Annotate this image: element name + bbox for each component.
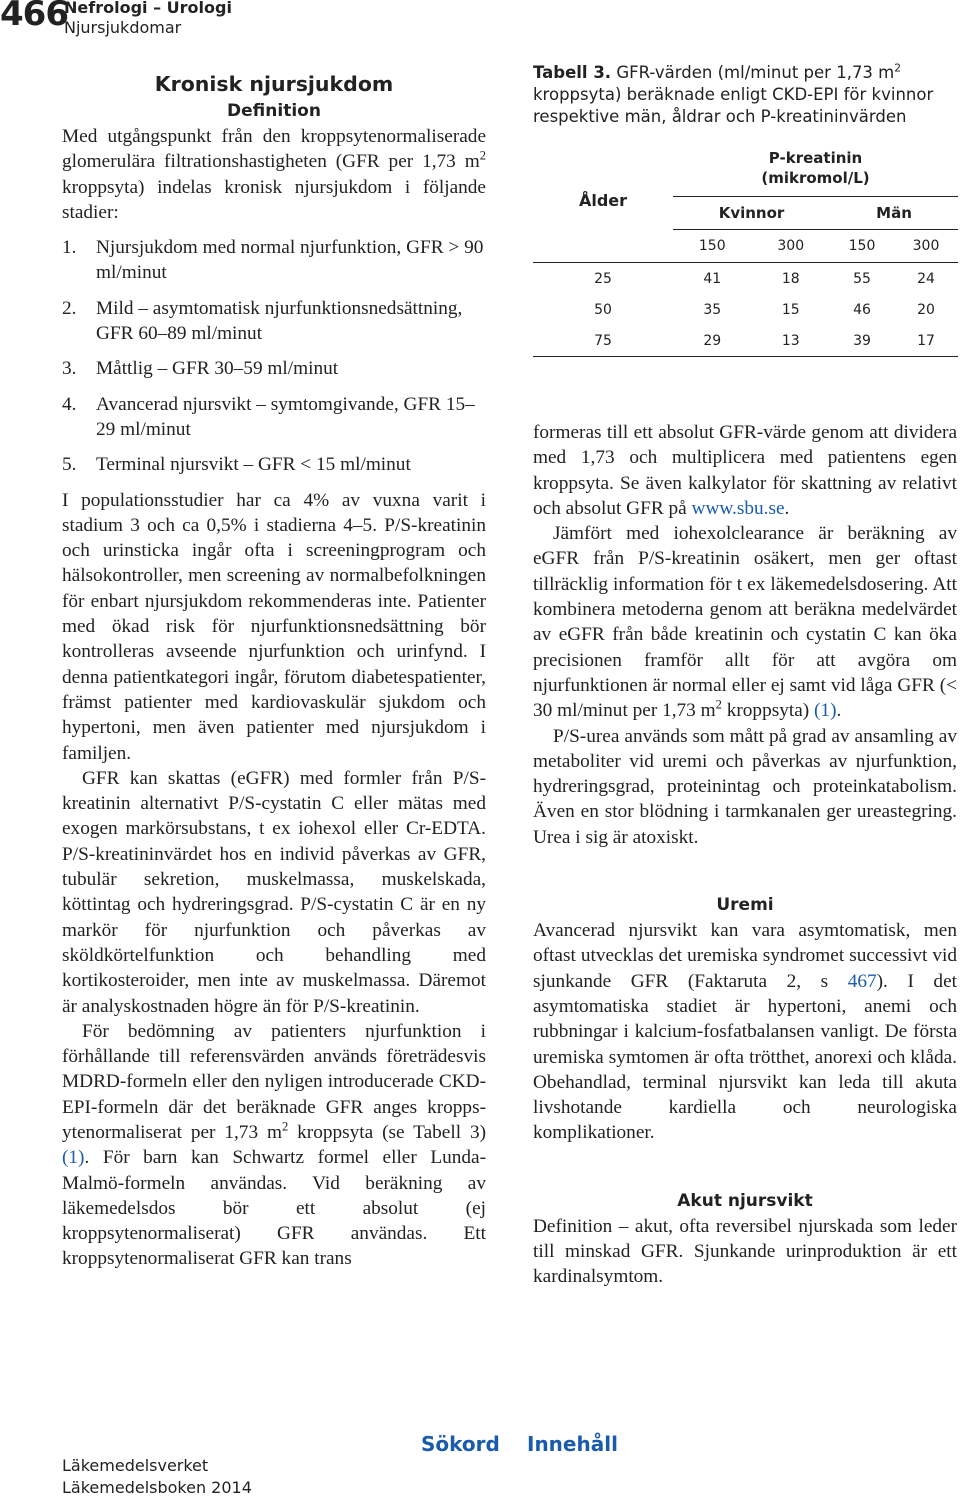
list-item: 5. Terminal njursvikt – GFR < 15 ml/minut [62,454,411,476]
table-cell: 41 [703,270,722,287]
right-column [533,420,957,1290]
table-cell: 20 [917,301,935,318]
table-cell: 18 [781,270,800,287]
table-cell: 46 [853,301,871,318]
paragraph: P/S-urea används som mått på grad av ansamling av metaboliter vid uremi och påverkas av njurfunktion, hydreringsgrad, proteinintag och proteinkatabolism. Även en stor blödning i tarmkanalen ger ureastegring. Urea i sig är atoxiskt. [533,725,957,848]
table-cell: 35 [703,301,722,318]
table-cell: 55 [853,270,871,287]
gfr-table [533,140,958,357]
table-cell: 29 [673,325,751,357]
page-number: 466 [0,0,68,34]
contents-link[interactable]: Innehåll [527,1432,618,1456]
table-cell: 75 [533,325,673,357]
paragraph: formeras till ett absolut GFR-värde genom att dividera med 1,73 och multiplicera med patientens egen kroppsyta. Se även kalkylator för skattning av relativt och absolut GFR på www.sbu.se. [533,422,957,519]
reference-link[interactable]: (1) [814,700,837,722]
page-link[interactable]: 467 [847,970,877,992]
table-cell: 17 [894,325,958,357]
paragraph: I populationsstudier har ca 4% av vuxna varit i stadium 3 och ca 0,5% i stadierna 4–5. P/S-kreatinin och urinsticka ingår ofta i screeningprogram och hälsokontroller, men screening av normalbefolkningen för enbart njursjukdom rekommenderas inte. Patienter med ökad risk för njurfunktionsnedsättning bör kontrolleras avseende njurfunktion och urinfynd. I denna patientkategori ingår, förutom diabetespatienter, främst patienter med kardiovaskulär sjukdom och hypertoni, men även patienter med njursjukdom i familjen. [62,489,486,764]
men-header: Män [830,197,958,230]
publisher: Läkemedelsverket [62,1456,209,1475]
table-cell: 15 [781,301,800,318]
paragraph: Jämfört med iohexolclearance är beräkning av eGFR från P/S-kreatinin osäkert, men ger oftast tillräcklig information för t ex läkemedelsdosering. Att kombinera metoderna genom att beräkna medelvärdet av eGFR från både kreatinin och cystatin C kan öka precisionen framför allt för att avgöra om njurfunktionen är normal eller ej samt vid låga GFR (< 30 ml/minut per 1,73 $m^2$ kroppsyta) (1). [533,523,957,722]
akut-heading: Akut njursvikt [677,1190,813,1211]
table-cell: 39 [830,325,894,357]
sbu-link[interactable]: www.sbu.se [691,497,785,519]
definition-heading: Definition [227,101,321,121]
chapter-title: Njursjukdomar [64,18,182,37]
table-3 [533,62,958,357]
uremi-heading: Uremi [716,895,774,916]
definition-paragraph: Med utgångspunkt från den kroppsytenormaliserade glomerulära filtrationshastigheten (GFR per 1,73 $m^2$ kroppsyta) indelas kronisk njursjukdom i följande stadier: [62,126,486,223]
stage-list [62,235,486,477]
section-heading: Kronisk njursjukdom [154,72,394,96]
table-row [533,325,958,357]
list-item: 2. Mild – asymtomatisk njurfunktionsnedsättning, GFR 60–89 ml/minut [62,297,463,345]
reference-link[interactable]: (1) [62,1147,85,1169]
table-cell: 150 [830,230,894,263]
table-cell: 13 [751,325,830,357]
index-link[interactable]: Sökord [421,1432,500,1456]
table-caption: Tabell 3. GFR-värden (ml/minut per 1,73 $m^2$ kroppsyta) beräknade enligt CKD-EPI för kvinnor respektive män, åldrar och P-kreatininvärden [533,61,934,126]
table-cell: 300 [894,230,958,263]
table-cell: 300 [751,230,830,263]
book-title: Läkemedelsboken 2014 [62,1478,252,1497]
table-cell: 50 [594,301,612,318]
table-row [533,263,958,295]
table-cell: 25 [594,270,612,287]
paragraph: Avancerad njursvikt kan vara asymtomatisk, men oftast utvecklas det uremiska syndromet successivt vid sjunkande GFR (Faktaruta 2, s 467). I det asymtomatiska stadiet är hypertoni, anemi och rubbningar i kalcium-fosfatbalansen vanligt. De första uremiska symtomen är ofta trötthet, anorexi och klåda. Obehandlad, terminal njursvikt kan leda till akuta livshotande kardiella och neurologiska komplikationer. [533,920,957,1144]
table-cell: 150 [673,230,751,263]
age-header: Ålder [533,140,673,263]
paragraph: GFR kan skattas (eGFR) med formler från P/S-kreatinin alternativt P/S-cystatin C eller mätas med exogen markörsubstans, t ex iohexol eller Cr-EDTA. P/S-kreatininvärdet hos en individ påverkas av GFR, tubulär sekretion, muskelmassa, muskelskada, köttintag och hydreringsgrad. P/S-cystatin C är en ny markör för njurfunktion och påverkas av sköldkörtelfunktion och behandling med kortikosteroider, men inte av muskelmassa. Däremot är analyskostnaden högre än för P/S-kreatinin. [62,767,486,1017]
paragraph: Definition – akut, ofta reversibel njurskada som leder till minskad GFR. Sjunkande urinproduktion är ett kardinalsymtom. [533,1215,957,1288]
list-item: 1. Njursjukdom med normal njurfunktion, GFR > 90 ml/minut [62,237,484,284]
paragraph: För bedömning av patienters njurfunktion i förhållande till referensvärden används företrädesvis MDRD-formeln eller den nyligen introducerade CKD-EPI-formeln där det beräknade GFR anges kroppsytenormaliserat per 1,73 $m^2$ kroppsyta (se Tabell 3) (1). För barn kan Schwartz formel eller Lunda-Malmö-formeln användas. Vid beräkning av läkemedelsdos bör ett absolut (ej kroppsytenormaliserat) GFR användas. Ett kroppsytenormaliserat GFR kan trans [62,1020,487,1270]
list-item: 3. Måttlig – GFR 30–59 ml/minut [62,358,339,380]
table-cell: 24 [917,270,935,287]
kreatinin-header: P-kreatinin (mikromol/L) [673,140,958,197]
list-item: 4. Avancerad njursvikt – symtomgivande, GFR 15–29 ml/minut [62,393,475,440]
left-column [62,70,486,1272]
women-header: Kvinnor [673,197,830,230]
table-row [533,294,958,325]
section-title: Nefrologi – Urologi [64,0,232,17]
